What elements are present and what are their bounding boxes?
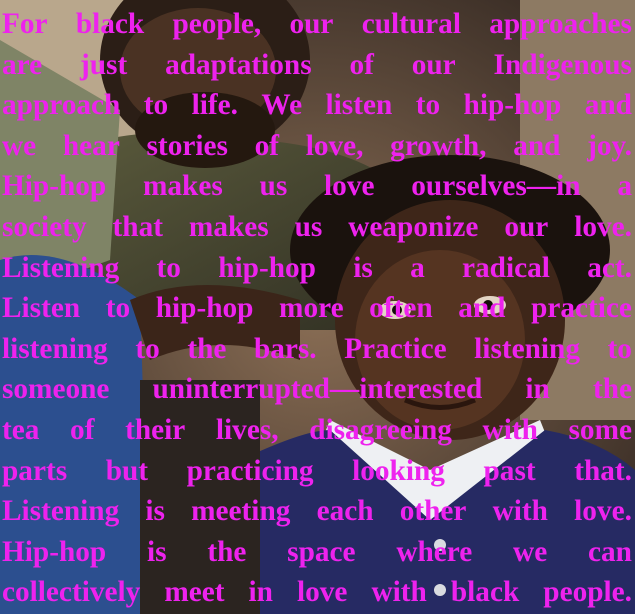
quote-line: collectively meet in love with black people. — [2, 576, 632, 609]
quote-line: approach to life. We listen to hip-hop and — [2, 89, 632, 122]
quote-line: For black people, our cultural approaches — [2, 8, 632, 40]
quote-line: tea of their lives, disagreeing with some — [2, 413, 632, 446]
quote-line: Listening to hip-hop is a radical act. — [2, 251, 632, 284]
quote-line: Hip-hop is the space where we can — [2, 535, 632, 568]
quote-text — [2, 4, 632, 613]
quote-line: someone uninterrupted—interested in the — [2, 373, 632, 406]
quote-line: are just adaptations of our Indigenous — [2, 48, 632, 81]
quote-line: we hear stories of love, growth, and joy. — [2, 129, 632, 162]
quote-line: parts but practicing looking past that. — [2, 454, 632, 487]
quote-line: Hip-hop makes us love ourselves—in a — [2, 170, 632, 203]
quote-line: listening to the bars. Practice listening to — [2, 332, 632, 365]
quote-line: society that makes us weaponize our love. — [2, 210, 632, 243]
quote-line: Listening is meeting each other with love. — [2, 495, 632, 528]
quote-line: Listen to hip-hop more often and practice — [2, 292, 632, 325]
